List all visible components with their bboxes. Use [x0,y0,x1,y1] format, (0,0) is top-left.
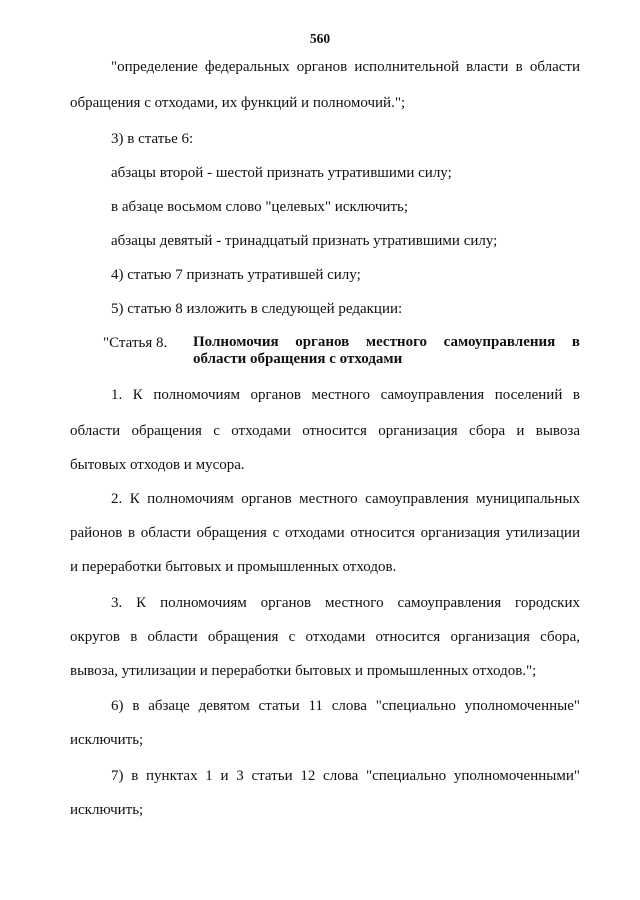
text-line: в абзаце восьмом слово "целевых" исключить; [111,199,409,215]
text-line: вывоза, утилизации и переработки бытовых и промышленных отходов."; [70,663,537,679]
page-number: 560 [309,31,331,46]
text-line: абзацы девятый - тринадцатый признать утратившими силу; [111,233,498,249]
text-line: бытовых отходов и мусора. [70,457,245,473]
article-title [193,334,580,368]
text-line: районов в области обращения с отходами относится организация утилизации [70,525,580,541]
text-line: 3) в статье 6: [111,131,194,147]
text-line: 4) статью 7 признать утратившей силу; [111,267,361,283]
text-line: исключить; [70,802,144,818]
text-line: абзацы второй - шестой признать утратившими силу; [111,165,452,181]
text-line: округов в области обращения с отходами относится организация сбора, [70,629,580,645]
text-line: и переработки бытовых и промышленных отходов. [70,559,397,575]
text-line: 3. К полномочиям органов местного самоуправления городских [111,595,580,611]
text-line: 5) статью 8 изложить в следующей редакции: [111,301,403,317]
text-line: "определение федеральных органов исполнительной власти в области [111,59,580,75]
text-line: 1. К полномочиям органов местного самоуправления поселений в [111,387,580,403]
article-title-line: области обращения с отходами [193,351,403,367]
article-label: "Статья 8. [103,335,168,351]
text-line: 6) в абзаце девятом статьи 11 слова "специально уполномоченные" [111,698,580,714]
text-line: исключить; [70,732,144,748]
text-line: области обращения с отходами относится организация сбора и вывоза [70,423,580,439]
text-line: 7) в пунктах 1 и 3 статьи 12 слова "специально уполномоченными" [111,768,580,784]
article-title-line: Полномочия органов местного самоуправления в [193,334,580,350]
text-line: обращения с отходами, их функций и полномочий."; [70,95,406,111]
text-line: 2. К полномочиям органов местного самоуправления муниципальных [111,491,580,507]
